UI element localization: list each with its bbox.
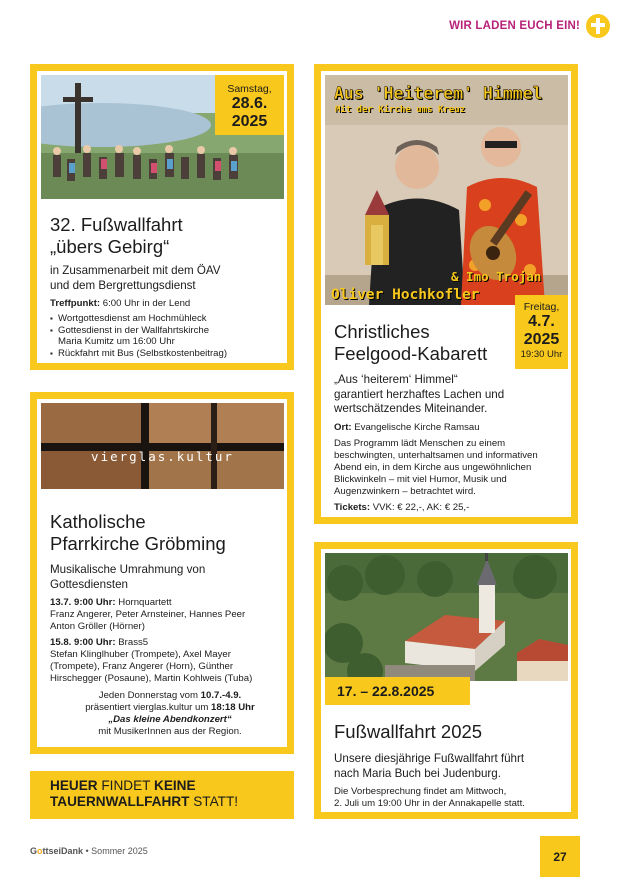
weekly-text-a: Jeden Donnerstag vom <box>98 690 201 702</box>
photo-overlay-subtitle: Mit der Kirche ums Kreuz <box>335 105 466 115</box>
photo-overlay-name1: Oliver Hochkofler <box>331 287 480 303</box>
event-title-line2: Feelgood-Kabarett <box>334 343 488 364</box>
event-title-line2: Pfarrkirche Gröbming <box>50 533 226 554</box>
stained-glass-image <box>41 403 284 489</box>
date-entry-label: 15.8. 9:00 Uhr: <box>50 637 116 649</box>
weekly-range: 10.7.-4.9. <box>200 690 242 702</box>
meeting-text: 6:00 Uhr in der Lend <box>100 298 191 310</box>
date-day: 28.6. <box>231 95 268 112</box>
event-photo-kabarett <box>325 75 568 305</box>
date-entry-text: Brass5 <box>115 637 149 649</box>
tickets-label: Tickets: <box>334 501 371 513</box>
cross-icon <box>586 14 610 38</box>
concert-text: mit MusikerInnen aus der Region. <box>98 726 242 738</box>
location-text: Evangelische Kirche Ramsau <box>351 421 480 433</box>
banner-line1 <box>50 778 294 794</box>
event-location <box>334 422 570 434</box>
list-item-continued: Maria Kumitz um 16:00 Uhr <box>58 336 175 348</box>
weekly-text-b: präsentiert vierglas.kultur um <box>85 702 212 714</box>
list-item: ▪ Rückfahrt mit Bus (Selbstkostenbeitrag) <box>50 348 290 360</box>
header-text: WIR LADEN EUCH EIN! <box>449 20 580 32</box>
brand-name-a: G <box>30 846 38 856</box>
event-details-line1: Die Vorbesprechung findet am Mittwoch, <box>334 786 507 798</box>
concert-title: „Das kleine Abendkonzert“ <box>108 714 232 726</box>
notice-banner <box>30 771 294 819</box>
date-entry-people: Franz Angerer, Peter Arnsteiner, Hannes Peer <box>50 609 246 621</box>
date-badge <box>215 75 284 135</box>
event-photo-church <box>325 553 568 681</box>
date-year: 2025 <box>231 113 268 130</box>
description-line: Abend ein, in dem Kirche aus ungewöhnlichen <box>334 461 532 473</box>
weekly-time: 18:18 Uhr <box>211 702 255 714</box>
event-photo-vierglas <box>41 403 284 489</box>
event-intro-line3: wertschätzendes Miteinander. <box>334 402 488 416</box>
photo-overlay-title: Aus 'Heiterem' Himmel <box>334 84 543 103</box>
event-title-line2: „übers Gebirg“ <box>50 236 170 257</box>
event-intro-line2: garantiert herzhaftes Lachen und <box>334 387 505 401</box>
meeting-label: Treffpunkt: <box>50 298 101 310</box>
footer-brand <box>30 846 148 856</box>
date-entry-people: (Trompete), Franz Angerer (Horn), Günther <box>50 661 234 673</box>
event-intro-line1: Musikalische Umrahmung von <box>50 563 206 576</box>
description-line: Augenzwinkern – betrachtet wird. <box>334 485 476 497</box>
event-card-fusswallfahrt-2025 <box>314 542 578 819</box>
weekly-concert-line1 <box>50 690 290 702</box>
event-intro-line1: Unsere diesjährige Fußwallfahrt führt <box>334 752 525 765</box>
banner-regular: FINDET <box>97 778 154 793</box>
event-card-kabarett <box>314 64 578 524</box>
event-card-groebming <box>30 392 294 754</box>
location-label: Ort: <box>334 421 352 433</box>
date-day: 4.7. <box>528 313 555 330</box>
banner-regular: STATT! <box>189 794 239 809</box>
date-weekday: Samstag, <box>227 83 272 95</box>
event-text <box>50 214 290 360</box>
event-text <box>334 321 570 514</box>
event-title-line1: Christliches <box>334 321 430 342</box>
event-intro-line1: „Aus ‘heiterem‘ Himmel“ <box>334 373 458 386</box>
date-range: 17. – 22.8.2025 <box>337 683 435 699</box>
meeting-point <box>50 298 290 310</box>
tickets-info <box>334 502 570 514</box>
date-time: 19:30 Uhr <box>520 349 563 360</box>
issue-label: • Sommer 2025 <box>83 846 148 856</box>
event-title-line1: Katholische <box>50 511 146 532</box>
date-entry-heading <box>50 637 290 649</box>
event-card-fusswallfahrt-gebirg <box>30 64 294 370</box>
page-number: 27 <box>540 836 580 877</box>
banner-bold: HEUER <box>50 778 98 793</box>
program-list-end <box>50 348 290 360</box>
photo-caption: vierglas.kultur <box>91 449 234 464</box>
date-weekday: Freitag, <box>523 301 560 313</box>
description-line: Das Programm lädt Menschen zu einem <box>334 437 506 449</box>
date-entry-heading <box>50 597 290 609</box>
event-intro-line2: und dem Bergrettungsdienst <box>50 278 196 292</box>
date-entry-people: Anton Gröller (Hörner) <box>50 621 145 633</box>
date-badge-range <box>325 677 470 705</box>
event-intro-line2: nach Maria Buch bei Judenburg. <box>334 766 501 780</box>
brand-name-b: ttseiDank <box>42 846 84 856</box>
photo-overlay-name2: & Imo Trojan <box>451 269 542 284</box>
brand-name-o: o <box>37 846 43 856</box>
event-intro-line2: Gottesdiensten <box>50 577 128 591</box>
banner-bold: TAUERNWALLFAHRT <box>50 794 190 809</box>
description-line: beschwingten, unterhaltsamen und informativen <box>334 449 538 461</box>
date-entry-label: 13.7. 9:00 Uhr: <box>50 597 116 609</box>
event-text <box>334 721 574 810</box>
church-aerial-image <box>325 553 568 681</box>
event-title-line1: 32. Fußwallfahrt <box>50 214 183 235</box>
banner-bold: KEINE <box>154 778 196 793</box>
event-text <box>50 511 290 738</box>
program-list <box>50 313 290 336</box>
date-year: 2025 <box>523 331 560 348</box>
page-header <box>449 14 610 38</box>
date-entry-people: Hirschegger (Posaune), Martin Kohlweis (Tuba) <box>50 673 253 685</box>
date-entry-text: Hornquartett <box>115 597 172 609</box>
description-line: Blickwinkeln – mit viel Humor, Musik und <box>334 473 507 485</box>
event-title: Fußwallfahrt 2025 <box>334 721 483 742</box>
list-item: ▪ Wortgottesdienst am Hochmühleck <box>50 313 290 325</box>
date-entry-people: Stefan Klinglhuber (Trompete), Axel Mayer <box>50 649 231 661</box>
list-item: ▪ Gottesdienst in der Wallfahrtskirche <box>50 325 290 337</box>
event-intro-line1: in Zusammenarbeit mit dem ÖAV <box>50 264 221 277</box>
event-details-line2: 2. Juli um 19:00 Uhr in der Annakapelle statt. <box>334 798 525 810</box>
tickets-text: VVK: € 22,-, AK: € 25,- <box>370 501 470 513</box>
weekly-concert-line2 <box>50 702 290 714</box>
banner-line2 <box>50 794 294 810</box>
